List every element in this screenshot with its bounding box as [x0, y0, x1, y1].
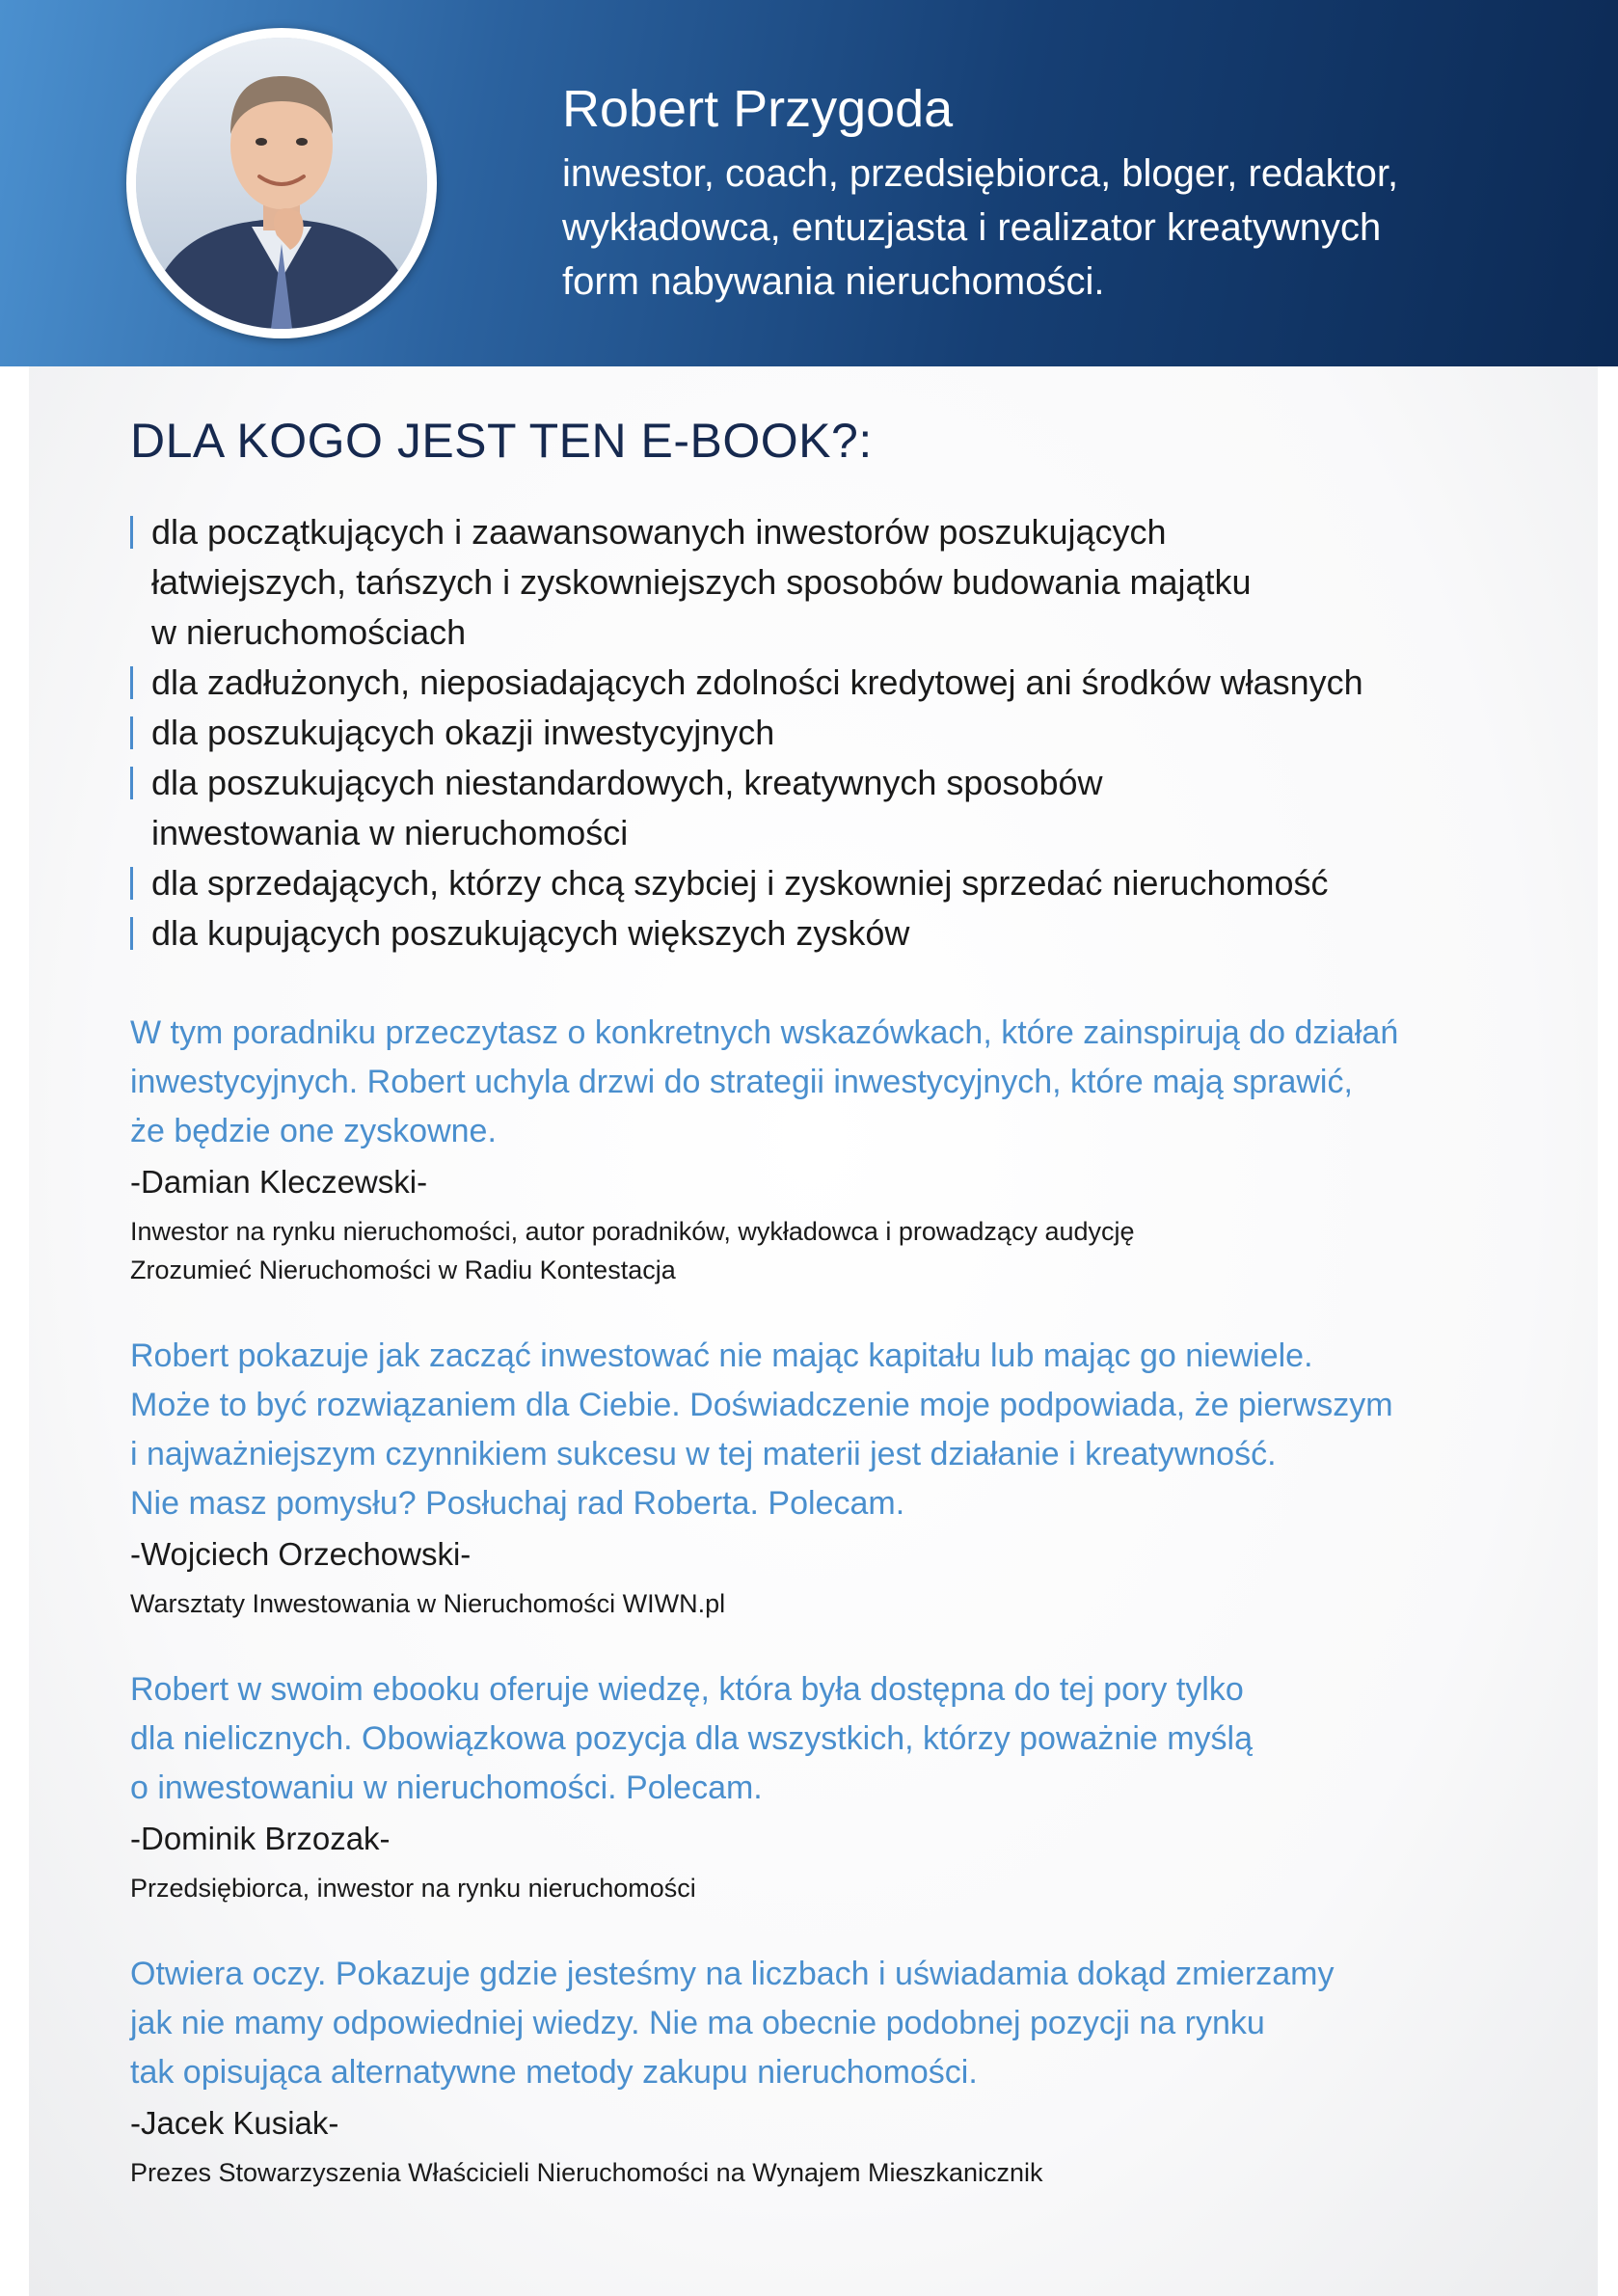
author-role-line: form nabywania nieruchomości.	[562, 260, 1105, 303]
testimonial	[130, 1665, 1577, 1907]
role-line: Prezes Stowarzyszenia Właścicieli Nieruchomości na Wynajem Mieszkanicznik	[130, 2158, 1043, 2187]
audience-item	[130, 758, 1577, 858]
author-role-line: wykładowca, entuzjasta i realizator kreatywnych	[562, 206, 1382, 249]
header-banner	[0, 0, 1618, 366]
testimonial-quote	[130, 1009, 1577, 1156]
author-info	[562, 77, 1594, 309]
author-name: Robert Przygoda	[562, 80, 954, 138]
role-line: Warsztaty Inwestowania w Nieruchomości WIWN.pl	[130, 1589, 726, 1618]
testimonial-author: -Jacek Kusiak-	[130, 2105, 339, 2141]
testimonial-quote	[130, 1950, 1577, 2097]
main-content	[130, 411, 1577, 2234]
audience-line: inwestowania w nieruchomości	[151, 813, 629, 852]
author-photo	[136, 38, 427, 329]
audience-item	[130, 507, 1577, 658]
audience-line: w nieruchomościach	[151, 612, 467, 652]
quote-line: W tym poradniku przeczytasz o konkretnych wskazówkach, które zainspirują do działań	[130, 1014, 1399, 1051]
quote-line: inwestycyjnych. Robert uchyla drzwi do strategii inwestycyjnych, które mają sprawić,	[130, 1064, 1353, 1100]
quote-line: o inwestowaniu w nieruchomości. Polecam.	[130, 1769, 763, 1806]
role-line: Inwestor na rynku nieruchomości, autor poradników, wykładowca i prowadzący audycję	[130, 1217, 1135, 1246]
testimonial-role	[130, 2153, 1577, 2192]
audience-line: dla poszukujących niestandardowych, kreatywnych sposobów	[151, 763, 1103, 802]
audience-line: łatwiejszych, tańszych i zyskowniejszych sposobów budowania majątku	[151, 562, 1252, 602]
quote-line: że będzie one zyskowne.	[130, 1113, 497, 1149]
avatar-frame	[126, 28, 437, 338]
author-role	[562, 147, 1594, 309]
quote-line: Robert pokazuje jak zacząć inwestować nie mając kapitału lub mając go niewiele.	[130, 1337, 1313, 1374]
audience-line: dla kupujących poszukujących większych zysków	[151, 913, 910, 953]
role-line: Zrozumieć Nieruchomości w Radiu Kontestacja	[130, 1256, 676, 1284]
avatar	[136, 38, 427, 329]
author-role-line: inwestor, coach, przedsiębiorca, bloger, redaktor,	[562, 152, 1399, 195]
quote-line: Robert w swoim ebooku oferuje wiedzę, która była dostępna do tej pory tylko	[130, 1671, 1244, 1708]
audience-line: dla poszukujących okazji inwestycyjnych	[151, 713, 775, 752]
audience-item	[130, 708, 1577, 758]
audience-line: dla zadłużonych, nieposiadających zdolności kredytowej ani środków własnych	[151, 662, 1363, 702]
role-line: Przedsiębiorca, inwestor na rynku nieruchomości	[130, 1874, 696, 1903]
quote-line: Może to być rozwiązaniem dla Ciebie. Doświadczenie moje podpowiada, że pierwszym	[130, 1387, 1393, 1423]
audience-item	[130, 908, 1577, 959]
testimonial	[130, 1950, 1577, 2192]
audience-line: dla początkujących i zaawansowanych inwestorów poszukujących	[151, 512, 1167, 552]
quote-line: Otwiera oczy. Pokazuje gdzie jesteśmy na liczbach i uświadamia dokąd zmierzamy	[130, 1956, 1335, 1992]
section-heading: DLA KOGO JEST TEN E-BOOK?:	[130, 414, 873, 468]
audience-item	[130, 658, 1577, 708]
testimonial-role	[130, 1212, 1577, 1289]
testimonial-role	[130, 1869, 1577, 1907]
audience-item	[130, 858, 1577, 908]
quote-line: Nie masz pomysłu? Posłuchaj rad Roberta. Polecam.	[130, 1485, 905, 1522]
quote-line: jak nie mamy odpowiedniej wiedzy. Nie ma obecnie podobnej pozycji na rynku	[130, 2005, 1265, 2041]
quote-line: tak opisująca alternatywne metody zakupu nieruchomości.	[130, 2054, 978, 2091]
audience-list	[130, 507, 1577, 959]
testimonial-author: -Dominik Brzozak-	[130, 1821, 391, 1856]
main-panel	[29, 366, 1598, 2296]
testimonial-quote	[130, 1665, 1577, 1813]
testimonial	[130, 1332, 1577, 1623]
testimonial	[130, 1009, 1577, 1289]
quote-line: i najważniejszym czynnikiem sukcesu w tej materii jest działanie i kreatywność.	[130, 1436, 1277, 1472]
testimonial-quote	[130, 1332, 1577, 1528]
testimonial-author: -Wojciech Orzechowski-	[130, 1536, 472, 1572]
testimonial-role	[130, 1584, 1577, 1623]
quote-line: dla nielicznych. Obowiązkowa pozycja dla wszystkich, którzy poważnie myślą	[130, 1720, 1254, 1757]
testimonial-author: -Damian Kleczewski-	[130, 1164, 428, 1200]
audience-line: dla sprzedających, którzy chcą szybciej i zyskowniej sprzedać nieruchomość	[151, 863, 1329, 903]
